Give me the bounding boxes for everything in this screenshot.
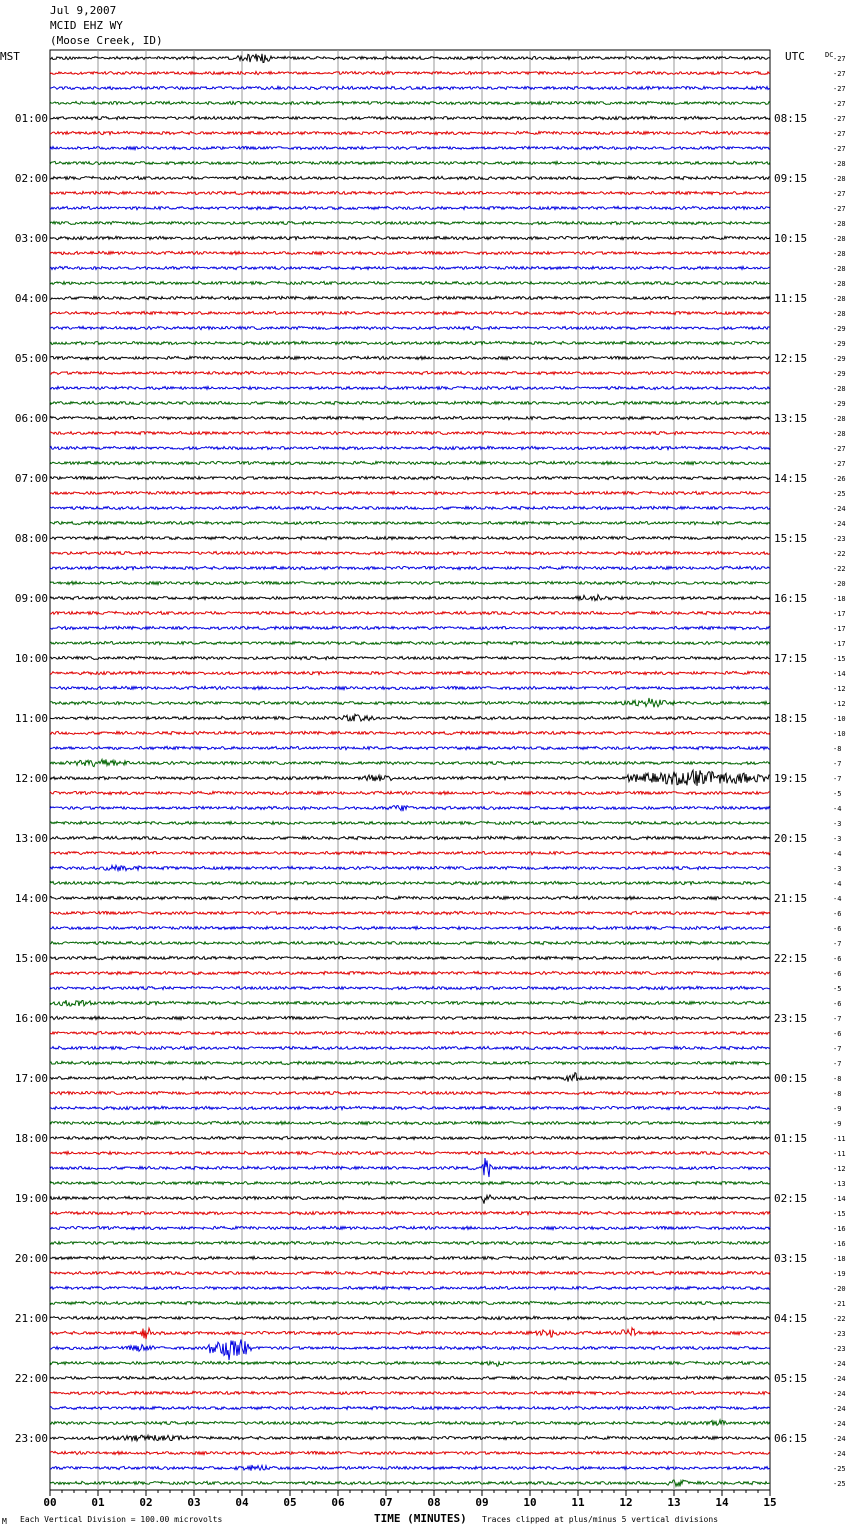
dc-offset-label: -6 [833, 970, 842, 978]
dc-offset-label: -8 [833, 1090, 842, 1098]
right-hour-label: 09:15 [774, 172, 808, 185]
x-tick-label: 15 [763, 1496, 777, 1509]
seismic-trace [50, 656, 770, 659]
seismic-trace [50, 266, 770, 269]
dc-offset-label: -15 [833, 655, 846, 663]
dc-offset-label: -28 [833, 385, 846, 393]
right-hour-label: 21:15 [774, 892, 808, 905]
left-hour-label: 04:00 [14, 292, 48, 305]
dc-offset-label: -8 [833, 745, 842, 753]
x-tick-label: 06 [331, 1496, 345, 1509]
dc-offset-label: -27 [833, 445, 846, 453]
seismic-trace [50, 221, 770, 224]
right-hour-label: 14:15 [774, 472, 808, 485]
left-hour-label: 15:00 [14, 952, 48, 965]
right-hour-label: 20:15 [774, 832, 808, 845]
seismic-trace [50, 281, 770, 284]
dc-offset-label: -11 [833, 1150, 846, 1158]
dc-offset-label: -28 [833, 175, 846, 183]
seismic-trace [50, 1301, 770, 1304]
seismic-trace [50, 1121, 770, 1124]
seismic-trace [50, 236, 770, 239]
x-tick-label: 00 [43, 1496, 57, 1509]
right-hour-label: 22:15 [774, 952, 808, 965]
right-hour-label: 08:15 [774, 112, 808, 125]
dc-offset-label: -27 [833, 190, 846, 198]
dc-offset-label: -25 [833, 1465, 846, 1473]
right-hour-label: 18:15 [774, 712, 808, 725]
seismic-trace [50, 581, 770, 584]
dc-offset-label: -11 [833, 1135, 846, 1143]
dc-offset-label: -10 [833, 730, 846, 738]
dc-offset-label: -29 [833, 340, 846, 348]
seismic-trace [50, 1016, 770, 1019]
dc-offset-label: -28 [833, 235, 846, 243]
dc-offset-label: -28 [833, 265, 846, 273]
dc-offset-label: -28 [833, 295, 846, 303]
left-hour-label: 23:00 [14, 1432, 48, 1445]
left-timezone-label: MST [0, 50, 20, 63]
seismic-trace [50, 971, 770, 974]
left-hour-label: 09:00 [14, 592, 48, 605]
seismic-trace [50, 1286, 770, 1289]
dc-offset-label: -5 [833, 985, 842, 993]
seismic-trace [50, 476, 770, 479]
seismic-trace [50, 641, 770, 644]
dc-offset-label: -24 [833, 1390, 846, 1398]
seismic-trace [50, 731, 770, 734]
right-hour-label: 01:15 [774, 1132, 808, 1145]
seismic-trace [50, 206, 770, 209]
seismic-trace [50, 1391, 770, 1394]
right-hour-label: 02:15 [774, 1192, 808, 1205]
seismic-trace [50, 746, 770, 749]
dc-offset-label: -19 [833, 1270, 846, 1278]
dc-offset-label: -14 [833, 670, 846, 678]
seismic-trace [50, 461, 770, 464]
x-tick-label: 01 [91, 1496, 105, 1509]
seismic-trace [50, 191, 770, 194]
dc-offset-label: -24 [833, 520, 846, 528]
seismic-trace [50, 791, 770, 794]
dc-offset-label: -26 [833, 475, 846, 483]
right-hour-label: 17:15 [774, 652, 808, 665]
dc-offset-label: -29 [833, 370, 846, 378]
seismic-trace [50, 1158, 770, 1177]
x-tick-label: 13 [667, 1496, 681, 1509]
seismic-trace [50, 881, 770, 884]
seismic-trace [50, 1195, 770, 1204]
seismic-trace [50, 416, 770, 419]
seismic-trace [50, 1480, 770, 1487]
clip-note: Traces clipped at plus/minus 5 vertical divisions [482, 1515, 719, 1524]
dc-offset-label: -27 [833, 100, 846, 108]
dc-offset-label: -22 [833, 550, 846, 558]
dc-offset-label: -6 [833, 955, 842, 963]
seismic-trace [50, 1328, 770, 1339]
seismic-trace [50, 805, 770, 811]
x-tick-label: 14 [715, 1496, 729, 1509]
seismic-trace [50, 146, 770, 149]
dc-offset-label: -10 [833, 715, 846, 723]
right-hour-label: 05:15 [774, 1372, 808, 1385]
right-hour-label: 12:15 [774, 352, 808, 365]
seismic-trace [50, 1226, 770, 1229]
x-tick-label: 03 [187, 1496, 201, 1509]
right-hour-label: 23:15 [774, 1012, 808, 1025]
dc-offset-label: -24 [833, 1375, 846, 1383]
dc-offset-label: -3 [833, 835, 842, 843]
x-tick-label: 02 [139, 1496, 153, 1509]
seismic-trace [50, 1046, 770, 1049]
left-hour-label: 05:00 [14, 352, 48, 365]
left-hour-label: 08:00 [14, 532, 48, 545]
dc-offset-label: -24 [833, 1405, 846, 1413]
x-tick-label: 12 [619, 1496, 633, 1509]
x-tick-label: 09 [475, 1496, 489, 1509]
left-hour-label: 06:00 [14, 412, 48, 425]
left-hour-label: 22:00 [14, 1372, 48, 1385]
left-hour-label: 18:00 [14, 1132, 48, 1145]
dc-offset-label: -9 [833, 1105, 842, 1113]
x-tick-label: 10 [523, 1496, 537, 1509]
left-hour-label: 02:00 [14, 172, 48, 185]
right-hour-label: 04:15 [774, 1312, 808, 1325]
left-hour-label: 10:00 [14, 652, 48, 665]
left-hour-label: 13:00 [14, 832, 48, 845]
dc-offset-label: -27 [833, 85, 846, 93]
seismic-trace [50, 1151, 770, 1154]
seismic-trace [50, 595, 770, 601]
dc-offset-label: -12 [833, 700, 846, 708]
seismic-trace [50, 896, 770, 899]
seismic-trace [50, 161, 770, 164]
dc-offset-label: -22 [833, 565, 846, 573]
x-tick-label: 04 [235, 1496, 249, 1509]
dc-offset-label: -8 [833, 1075, 842, 1083]
dc-offset-label: -24 [833, 1435, 846, 1443]
right-hour-label: 06:15 [774, 1432, 808, 1445]
x-tick-label: 05 [283, 1496, 297, 1509]
dc-offset-label: -6 [833, 1030, 842, 1038]
seismic-trace [50, 341, 770, 344]
seismic-trace [50, 611, 770, 614]
dc-offset-label: -24 [833, 505, 846, 513]
dc-offset-label: -28 [833, 160, 846, 168]
dc-offset-label: -22 [833, 1315, 846, 1323]
seismic-trace [50, 1136, 770, 1139]
right-timezone-label: UTC [785, 50, 805, 63]
seismic-trace [50, 296, 770, 299]
dc-offset-label: -25 [833, 1480, 846, 1488]
seismic-trace [50, 1451, 770, 1454]
seismic-trace [50, 865, 770, 870]
dc-offset-label: -4 [833, 805, 842, 813]
dc-offset-label: -27 [833, 130, 846, 138]
dc-offset-label: -4 [833, 880, 842, 888]
seismic-trace [50, 1435, 770, 1441]
dc-offset-label: -7 [833, 1045, 842, 1053]
right-hour-label: 00:15 [774, 1072, 808, 1085]
x-tick-label: 08 [427, 1496, 441, 1509]
dc-offset-label: -3 [833, 865, 842, 873]
scale-note: Each Vertical Division = 100.00 microvolts [20, 1515, 223, 1524]
dc-offset-label: -6 [833, 925, 842, 933]
dc-offset-label: -23 [833, 1330, 846, 1338]
seismic-trace [50, 491, 770, 494]
seismic-trace [50, 671, 770, 674]
dc-offset-label: -16 [833, 1240, 846, 1248]
x-axis-label: TIME (MINUTES) [374, 1512, 467, 1525]
seismic-trace [50, 1256, 770, 1259]
dc-offset-label: -4 [833, 850, 842, 858]
seismic-trace [50, 326, 770, 329]
dc-offset-label: -6 [833, 910, 842, 918]
dc-offset-label: -21 [833, 1300, 846, 1308]
dc-offset-label: -23 [833, 1345, 846, 1353]
dc-offset-label: -28 [833, 415, 846, 423]
seismic-trace [50, 1420, 770, 1426]
station-location: (Moose Creek, ID) [50, 34, 163, 47]
right-hour-label: 15:15 [774, 532, 808, 545]
dc-offset-label: -25 [833, 490, 846, 498]
dc-offset-label: -28 [833, 220, 846, 228]
dc-offset-label: -7 [833, 940, 842, 948]
left-hour-label: 19:00 [14, 1192, 48, 1205]
left-hour-label: 16:00 [14, 1012, 48, 1025]
seismic-trace [50, 431, 770, 434]
seismic-trace [50, 714, 770, 721]
right-hour-label: 10:15 [774, 232, 808, 245]
dc-offset-label: -27 [833, 55, 846, 63]
seismic-trace [50, 1376, 770, 1379]
plot-date: Jul 9,2007 [50, 4, 117, 17]
left-hour-label: 21:00 [14, 1312, 48, 1325]
left-hour-label: 11:00 [14, 712, 48, 725]
seismic-trace [50, 851, 770, 854]
dc-offset-label: -24 [833, 1450, 846, 1458]
seismic-trace [50, 1271, 770, 1274]
seismic-trace [50, 536, 770, 539]
dc-offset-label: -4 [833, 895, 842, 903]
dc-offset-label: -17 [833, 625, 846, 633]
seismic-trace [50, 941, 770, 944]
seismic-trace [50, 1091, 770, 1094]
dc-offset-label: -20 [833, 1285, 846, 1293]
seismic-trace [50, 176, 770, 179]
x-tick-label: 07 [379, 1496, 393, 1509]
seismic-trace [50, 836, 770, 839]
dc-offset-label: -28 [833, 280, 846, 288]
seismic-trace [50, 71, 770, 74]
dc-offset-label: -18 [833, 595, 846, 603]
seismic-trace [50, 926, 770, 929]
dc-offset-label: -24 [833, 1360, 846, 1368]
seismic-trace [50, 101, 770, 104]
seismic-trace [50, 1361, 770, 1366]
dc-offset-label: -7 [833, 760, 842, 768]
left-hour-label: 07:00 [14, 472, 48, 485]
seismic-trace [50, 1061, 770, 1064]
dc-offset-label: -7 [833, 1015, 842, 1023]
dc-offset-label: -27 [833, 115, 846, 123]
left-hour-label: 01:00 [14, 112, 48, 125]
seismic-trace [50, 911, 770, 914]
dc-offset-label: -27 [833, 70, 846, 78]
seismic-trace [50, 986, 770, 989]
seismic-trace [50, 131, 770, 134]
dc-offset-label: -27 [833, 205, 846, 213]
dc-offset-label: -20 [833, 580, 846, 588]
seismic-trace [50, 386, 770, 389]
seismic-trace [50, 1181, 770, 1184]
dc-offset-label: -27 [833, 145, 846, 153]
dc-offset-label: -5 [833, 790, 842, 798]
seismic-trace [50, 1241, 770, 1244]
right-hour-label: 03:15 [774, 1252, 808, 1265]
seismic-trace [50, 54, 770, 63]
right-hour-label: 11:15 [774, 292, 808, 305]
dc-offset-label: -28 [833, 250, 846, 258]
dc-offset-label: -14 [833, 1195, 846, 1203]
left-hour-label: 12:00 [14, 772, 48, 785]
seismic-trace [50, 626, 770, 629]
left-hour-label: 20:00 [14, 1252, 48, 1265]
seismic-trace [50, 1000, 770, 1006]
seismic-trace [50, 521, 770, 524]
seismic-trace [50, 1406, 770, 1409]
dc-offset-label: -23 [833, 535, 846, 543]
dc-offset-label: -6 [833, 1000, 842, 1008]
seismic-trace [50, 1316, 770, 1319]
seismic-trace [50, 1031, 770, 1034]
seismic-trace [50, 686, 770, 689]
seismic-trace [50, 1211, 770, 1214]
seismic-trace [50, 116, 770, 119]
dc-offset-label: -29 [833, 400, 846, 408]
seismic-trace [50, 551, 770, 554]
dc-offset-label: -7 [833, 775, 842, 783]
dc-offset-label: -13 [833, 1180, 846, 1188]
seismic-trace [50, 1073, 770, 1082]
seismic-trace [50, 759, 770, 766]
corner-mark: M [2, 1517, 7, 1526]
dc-offset-label: -29 [833, 355, 846, 363]
dc-offset-label: -12 [833, 685, 846, 693]
dc-offset-label: -7 [833, 1060, 842, 1068]
dc-offset-label: -12 [833, 1165, 846, 1173]
left-hour-label: 03:00 [14, 232, 48, 245]
dc-offset-label: -27 [833, 460, 846, 468]
seismic-trace [50, 1106, 770, 1109]
seismic-trace [50, 371, 770, 374]
dc-offset-label: -18 [833, 1255, 846, 1263]
seismic-trace [50, 311, 770, 314]
dc-offset-label: -17 [833, 610, 846, 618]
station-code: MCID EHZ WY [50, 19, 123, 32]
seismic-trace [50, 956, 770, 959]
right-hour-label: 19:15 [774, 772, 808, 785]
dc-offset-label: -3 [833, 820, 842, 828]
dc-offset-label: -24 [833, 1420, 846, 1428]
left-hour-label: 14:00 [14, 892, 48, 905]
dc-offset-label: -16 [833, 1225, 846, 1233]
right-hour-label: 13:15 [774, 412, 808, 425]
seismic-trace [50, 401, 770, 404]
seismic-trace [50, 1340, 770, 1361]
dc-offset-label: -9 [833, 1120, 842, 1128]
right-hour-label: 16:15 [774, 592, 808, 605]
seismic-trace [50, 698, 770, 707]
seismic-trace [50, 251, 770, 254]
seismic-trace [50, 506, 770, 509]
seismic-trace [50, 770, 770, 786]
seismic-trace [50, 356, 770, 359]
dc-offset-label: -29 [833, 325, 846, 333]
dc-offset-label: -28 [833, 310, 846, 318]
seismic-trace [50, 1465, 770, 1471]
seismic-trace [50, 821, 770, 824]
left-hour-label: 17:00 [14, 1072, 48, 1085]
seismic-trace [50, 446, 770, 449]
x-tick-label: 11 [571, 1496, 585, 1509]
dc-header-label: DC [825, 51, 834, 59]
seismic-trace [50, 86, 770, 89]
dc-offset-label: -28 [833, 430, 846, 438]
dc-offset-label: -17 [833, 640, 846, 648]
dc-offset-label: -15 [833, 1210, 846, 1218]
seismic-trace [50, 566, 770, 569]
